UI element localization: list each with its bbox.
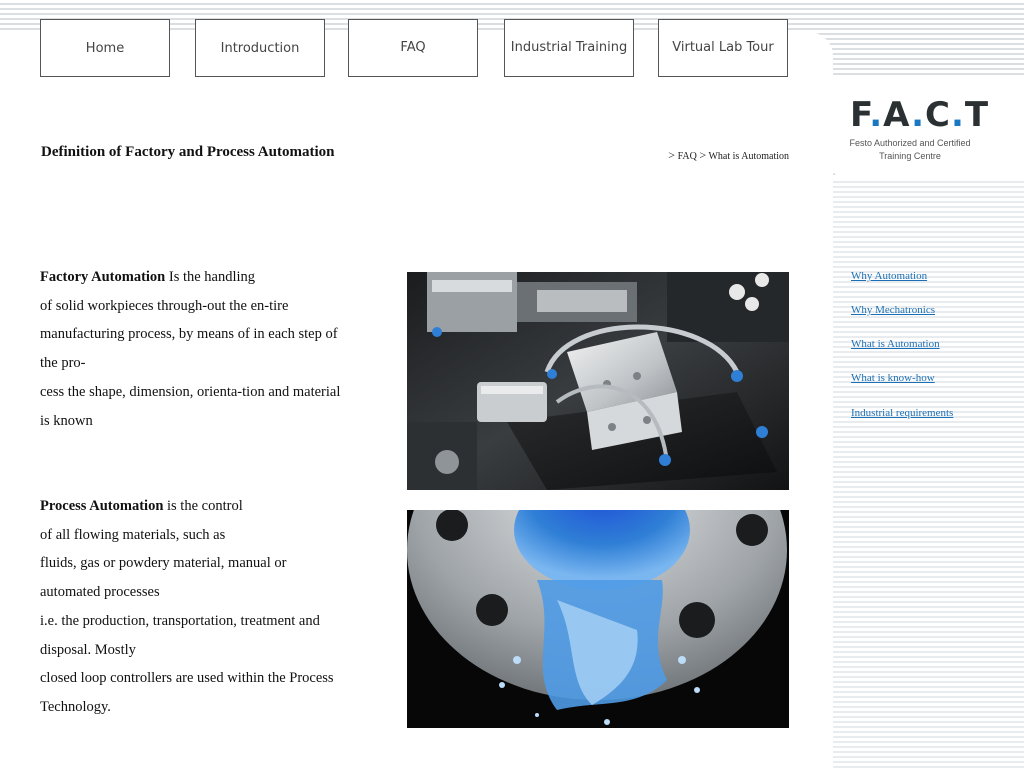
text-line: Technology. (40, 698, 111, 715)
breadcrumb-current: What is Automation (708, 151, 789, 162)
sidebar-link-what-is-automation[interactable]: What is Automation (851, 338, 940, 350)
sidebar-link-why-automation[interactable]: Why Automation (851, 270, 928, 282)
text-line: the pro- (40, 355, 86, 372)
breadcrumb-separator: > (699, 148, 707, 162)
process-automation-text (40, 492, 370, 722)
sidebar-link-why-mechatronics[interactable]: Why Mechatronics (851, 304, 935, 316)
text-line: is the control (163, 498, 243, 514)
text-line: manufacturing process, by means of in each step of (40, 326, 338, 343)
text-line: disposal. Mostly (40, 641, 136, 658)
sidebar-link-industrial-requirements[interactable]: Industrial requirements (851, 407, 954, 419)
nav-home-button[interactable]: Home (40, 19, 170, 77)
text-line: cess the shape, dimension, orienta-tion and material (40, 383, 341, 400)
process-automation-photo (407, 510, 789, 728)
text-line: is known (40, 412, 93, 429)
text-line: automated processes (40, 584, 160, 601)
factory-automation-photo (407, 272, 789, 490)
nav-introduction-button[interactable]: Introduction (195, 19, 325, 77)
factory-automation-term: Factory Automation (40, 269, 166, 285)
nav-virtual-lab-tour-button[interactable]: Virtual Lab Tour (658, 19, 788, 77)
text-line: Is the handling (165, 269, 256, 285)
text-line: closed loop controllers are used within the Process (40, 670, 334, 687)
logo-subtitle-line-2: Training Centre (879, 151, 941, 161)
text-line: of all flowing materials, such as (40, 526, 226, 543)
nav-industrial-training-button[interactable]: Industrial Training (504, 19, 634, 77)
fact-logo[interactable]: F.A.C.T (850, 95, 990, 135)
sidebar-background (833, 178, 1024, 768)
logo-subtitle (847, 137, 973, 163)
text-line: of solid workpieces through-out the en-tire (40, 297, 289, 314)
logo-subtitle-line-1: Festo Authorized and Certified (849, 138, 971, 148)
factory-automation-text (40, 263, 370, 435)
process-automation-term: Process Automation (40, 498, 164, 514)
nav-faq-button[interactable]: FAQ (348, 19, 478, 77)
page-title: Definition of Factory and Process Automation (41, 144, 335, 160)
breadcrumb-separator: > (668, 148, 676, 162)
text-line: i.e. the production, transportation, treatment and (40, 612, 320, 629)
sidebar-link-what-is-know-how[interactable]: What is know-how (851, 372, 935, 384)
text-line: fluids, gas or powdery material, manual or (40, 555, 287, 572)
breadcrumb (668, 148, 789, 163)
breadcrumb-faq-link[interactable]: FAQ (677, 151, 697, 162)
